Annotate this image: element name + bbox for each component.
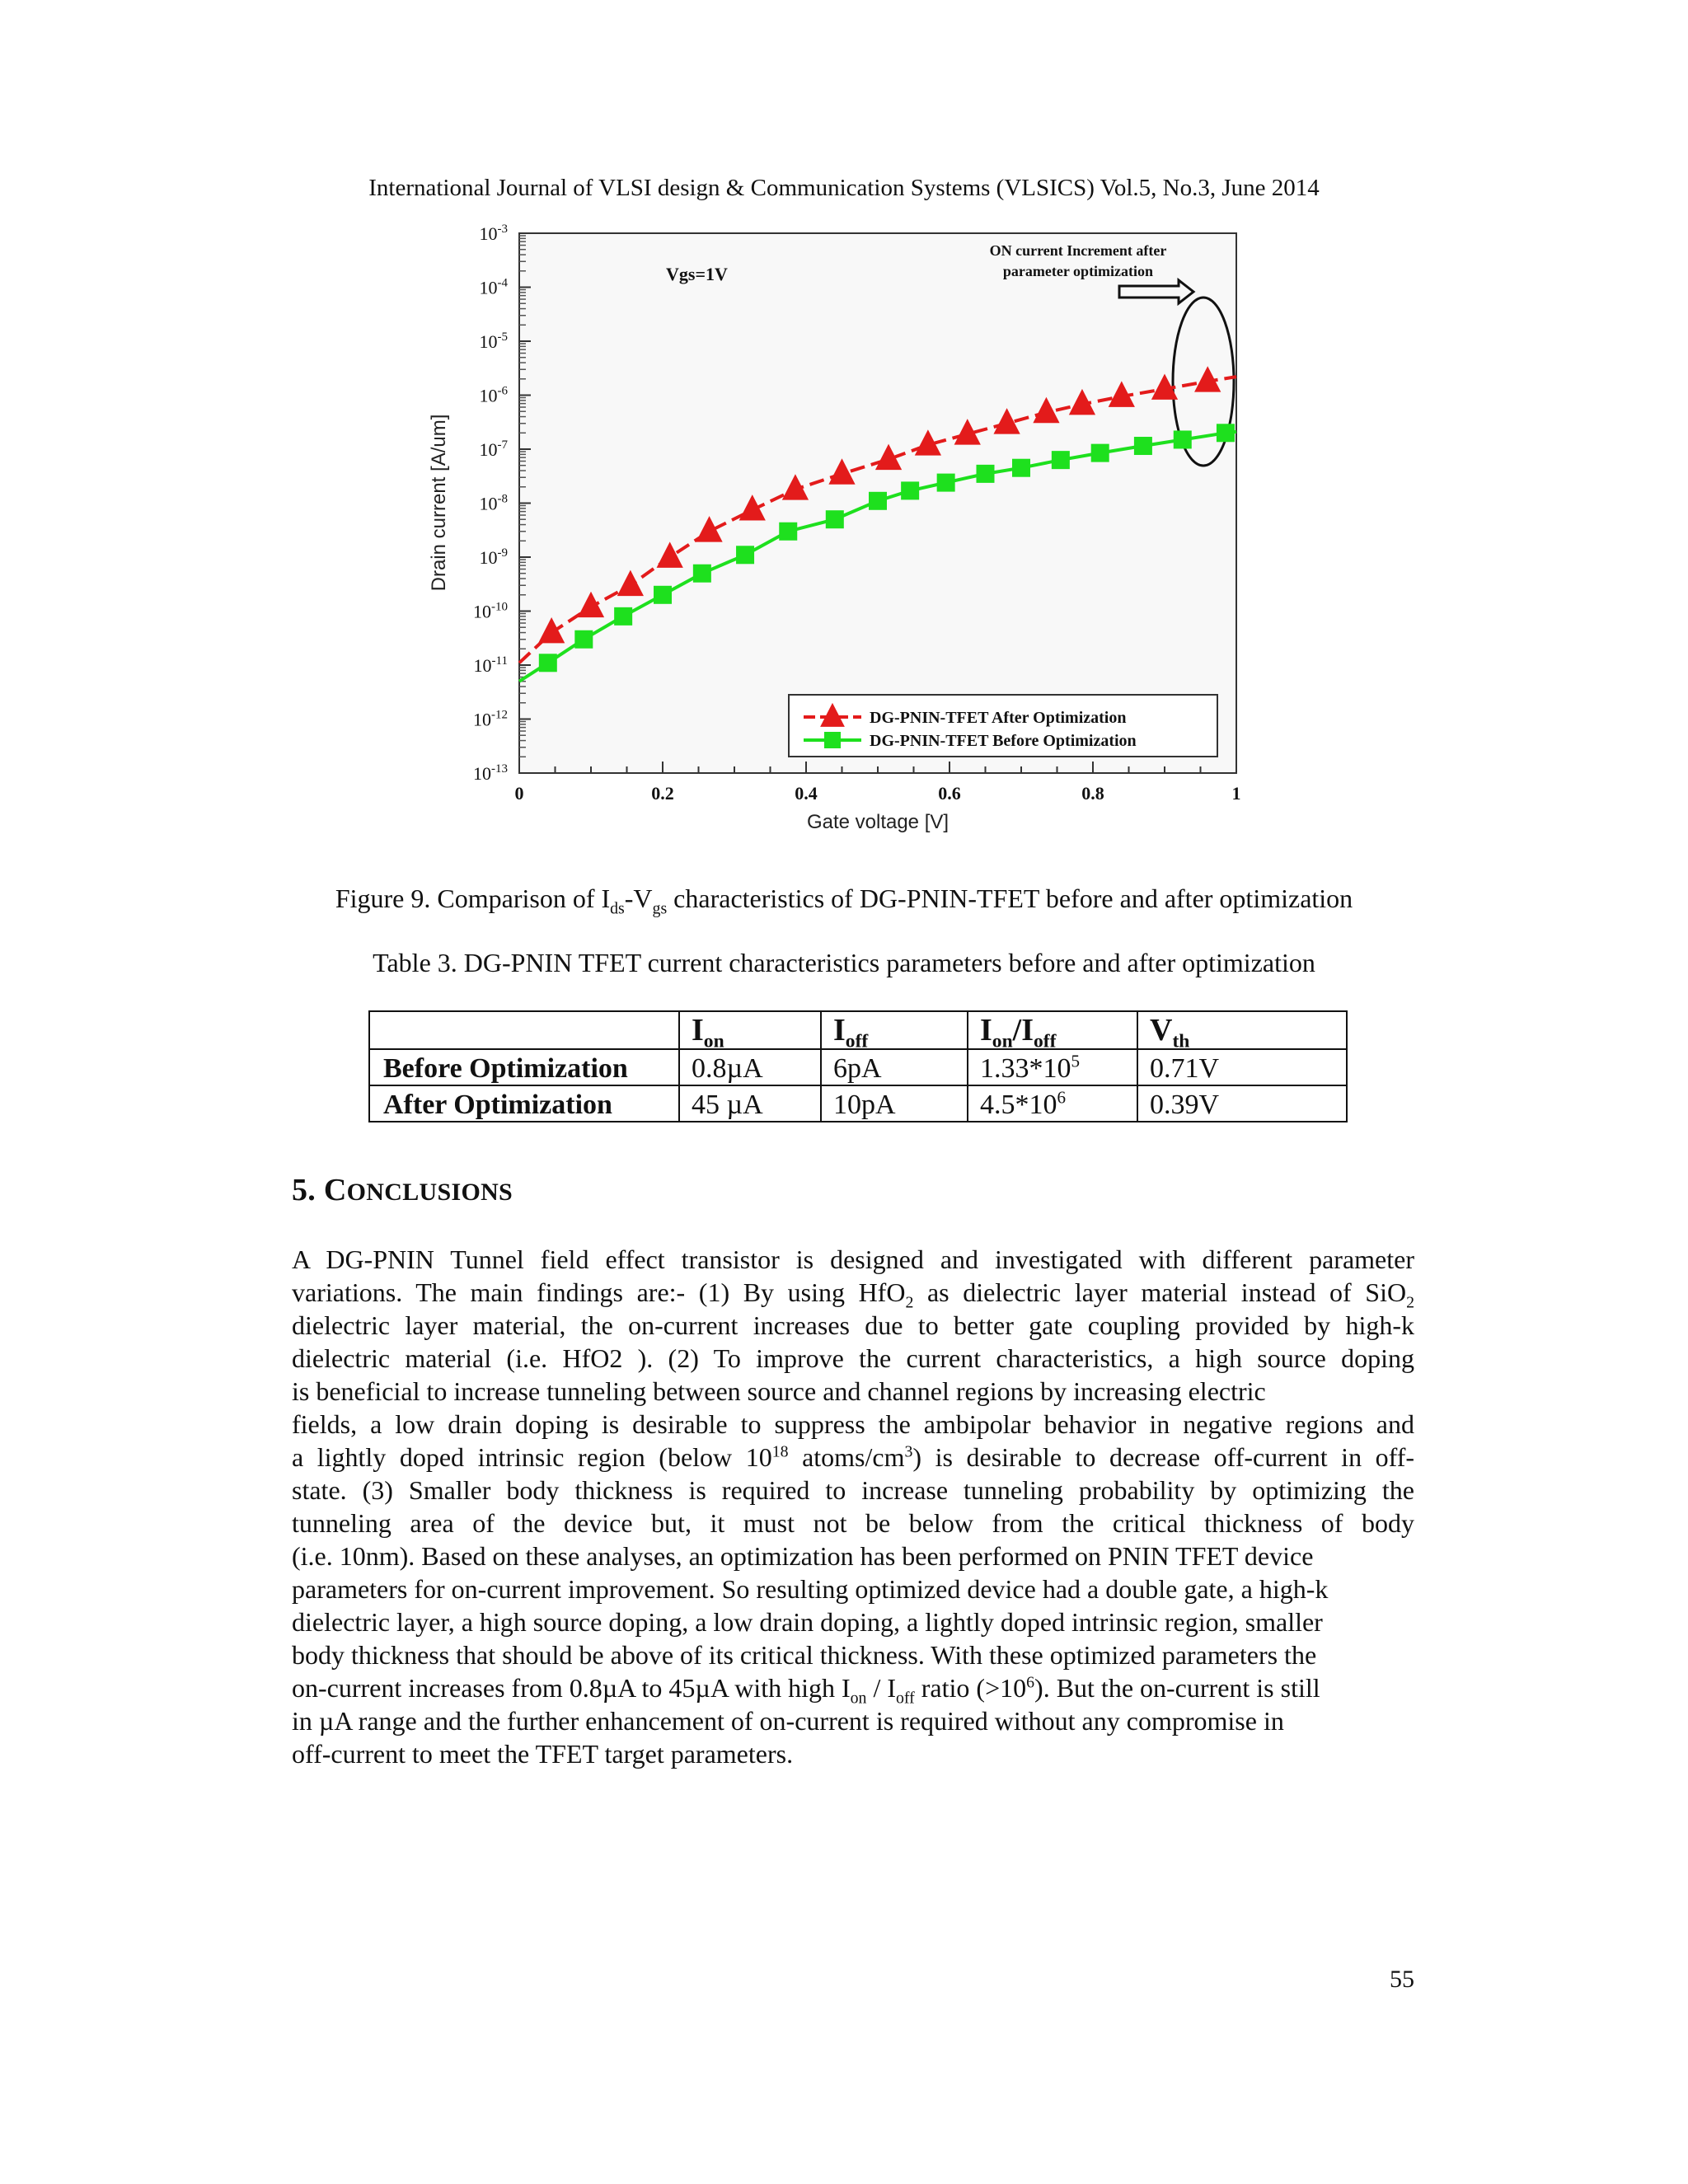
paragraph-line: A DG-PNIN Tunnel field effect transistor is designed and investigated with different parameter <box>292 1244 1414 1274</box>
table-row <box>369 1049 1347 1085</box>
y-tick-label: $10^{-9}$ <box>479 546 508 568</box>
data-point <box>1174 430 1192 448</box>
cell-vth: 0.39V <box>1137 1085 1347 1122</box>
page-number: 55 <box>1390 1966 1414 1993</box>
col-ioff: $I_{off}$ <box>821 1011 968 1049</box>
y-tick-label: $10^{-13}$ <box>473 762 508 784</box>
data-point <box>574 630 593 649</box>
paragraph-line: is beneficial to increase tunneling between source and channel regions by increasing electric <box>292 1376 1266 1406</box>
legend-label: DG-PNIN-TFET After Optimization <box>870 709 1127 727</box>
col-ion: $I_{on}$ <box>679 1011 821 1049</box>
y-tick-label: $10^{-6}$ <box>479 384 508 406</box>
y-tick-label: $10^{-12}$ <box>473 708 508 730</box>
data-point <box>869 492 887 510</box>
data-point <box>693 565 711 583</box>
data-point <box>901 481 919 499</box>
paragraph-line: dielectric material (i.e. HfO2 ). (2) To improve the current characteristics, a high source doping <box>292 1343 1414 1373</box>
legend <box>789 695 1217 757</box>
y-tick-label: $10^{-7}$ <box>479 438 508 460</box>
x-axis-label: Gate voltage [V] <box>806 811 950 833</box>
y-tick-label: $10^{-11}$ <box>473 654 508 676</box>
section-heading: 5. CONCLUSIONS <box>292 1173 513 1207</box>
paragraph-line: a lightly doped intrinsic region (below $10^{18}$ atoms/$cm^3$) is desirable to decrease off-current in off- <box>292 1442 1415 1472</box>
paragraph-line: fields, a low drain doping is desirable to suppress the ambipolar behavior in negative regions and <box>292 1409 1414 1439</box>
paragraph-line: parameters for on-current improvement. So resulting optimized device had a double gate, a high-k <box>292 1574 1329 1604</box>
data-point <box>1217 424 1235 442</box>
paragraph-line: (i.e. 10nm). Based on these analyses, an optimization has been performed on PNIN TFET device <box>292 1541 1314 1571</box>
data-point <box>1052 451 1070 469</box>
drain-current-chart <box>412 218 1261 845</box>
x-tick-label: 0.6 <box>938 783 961 804</box>
data-point <box>937 474 955 492</box>
paragraph-line: dielectric layer material, the on-current increases due to better gate coupling provided by high-k <box>292 1310 1414 1340</box>
col-ratio: $I_{on}/I_{off}$ <box>968 1011 1137 1049</box>
y-tick-label: $10^{-8}$ <box>479 492 508 514</box>
annotation-line-1: ON current Increment after <box>989 242 1167 259</box>
cell-ion: 45 µA <box>679 1085 821 1122</box>
data-point <box>977 465 995 483</box>
data-point <box>1012 459 1030 477</box>
col-vth: $V_{th}$ <box>1137 1011 1347 1049</box>
row-label: After Optimization <box>369 1085 679 1122</box>
data-point <box>1091 444 1109 462</box>
data-point <box>736 546 754 564</box>
cell-ioff: 6pA <box>821 1049 968 1085</box>
paragraph-line: state. (3) Smaller body thickness is required to increase tunneling probability by optimizing the <box>292 1475 1414 1505</box>
y-axis-label: Drain current [A/um] <box>428 414 450 592</box>
paragraph-line: tunneling area of the device but, it must not be below from the critical thickness of body <box>292 1508 1414 1538</box>
data-point <box>539 654 557 672</box>
paragraph-line: body thickness that should be above of its critical thickness. With these optimized parameters the <box>292 1640 1317 1670</box>
cell-ratio: $4.5*10^6$ <box>968 1085 1137 1122</box>
cell-ioff: 10pA <box>821 1085 968 1122</box>
vgs-label: Vgs=1V <box>666 264 728 284</box>
data-point <box>654 586 672 604</box>
journal-header: International Journal of VLSI design & Communication Systems (VLSICS) Vol.5, No.3, June 2014 <box>368 175 1320 201</box>
parameters-table <box>368 1010 1348 1122</box>
figure-9 <box>412 218 1261 845</box>
y-tick-label: $10^{-5}$ <box>479 330 508 352</box>
paragraph-line: on-current increases from 0.8µA to 45µA with high $I_{on} / I_{off}$ ratio $(>10^6)$. But the on-current is still <box>292 1673 1320 1708</box>
table-header-row <box>369 1011 1347 1049</box>
paragraph-line: off-current to meet the TFET target parameters. <box>292 1739 794 1769</box>
y-tick-label: $10^{-4}$ <box>479 276 508 298</box>
cell-ratio: $1.33*10^5$ <box>968 1049 1137 1085</box>
x-tick-label: 0.8 <box>1081 783 1104 804</box>
conclusions-paragraph <box>292 1243 1414 1770</box>
x-tick-label: 0.4 <box>795 783 818 804</box>
table-row <box>369 1085 1347 1122</box>
table-corner-cell <box>369 1011 679 1049</box>
figure-caption: Figure 9. Comparison of $I_{ds}-V_{gs}$ characteristics of DG-PNIN-TFET before and after optimization <box>335 883 1353 918</box>
annotation-line-2: parameter optimization <box>1002 263 1154 279</box>
data-point <box>1134 437 1152 455</box>
x-tick-label: 0 <box>514 783 524 804</box>
data-point <box>779 523 797 541</box>
y-tick-label: $10^{-10}$ <box>473 600 508 622</box>
cell-ion: 0.8µA <box>679 1049 821 1085</box>
y-tick-label: $10^{-3}$ <box>479 223 508 244</box>
cell-vth: 0.71V <box>1137 1049 1347 1085</box>
paragraph-line: variations. The main findings are:- (1) By using HfO$_2$ as dielectric layer material instead of SiO$_2$ <box>292 1277 1415 1312</box>
paragraph-line: dielectric layer, a high source doping, a low drain doping, a lightly doped intrinsic region, smaller <box>292 1607 1323 1637</box>
x-tick-label: 1 <box>1231 783 1241 804</box>
data-point <box>614 607 632 626</box>
data-point <box>826 510 844 528</box>
legend-marker <box>824 732 841 748</box>
table-caption: Table 3. DG-PNIN TFET current characteristics parameters before and after optimization <box>373 948 1315 977</box>
paragraph-line: in µA range and the further enhancement of on-current is required without any compromise in <box>292 1706 1284 1736</box>
legend-label: DG-PNIN-TFET Before Optimization <box>870 732 1137 750</box>
row-label: Before Optimization <box>369 1049 679 1085</box>
x-tick-label: 0.2 <box>651 783 674 804</box>
